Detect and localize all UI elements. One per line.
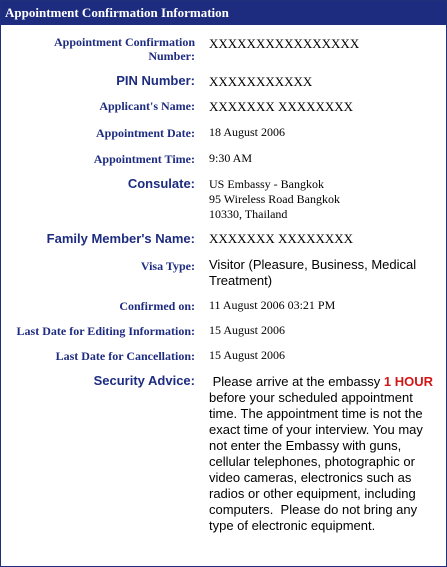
- confirmation-number-value: XXXXXXXXXXXXXXXX: [209, 36, 360, 51]
- consulate-line-2: 95 Wireless Road Bangkok: [209, 192, 340, 206]
- security-advice-text-before: Please arrive at the embassy: [209, 374, 384, 389]
- appointment-date-label: Appointment Date:: [96, 126, 195, 140]
- visa-type-label: Visa Type:: [140, 259, 195, 273]
- consulate-address: [209, 177, 340, 222]
- security-advice-text-after: before your scheduled appointment time. The appointment time is not the exact time of your interview. You may not enter the Embassy with guns, cellular telephones, photographic or video cameras, electronics such as radios or other equipment, including computers. Please do not bring any type of electronic equipment.: [209, 374, 437, 533]
- last-date-cancellation-label: Last Date for Cancellation:: [55, 349, 195, 363]
- security-advice-text: [209, 374, 443, 534]
- last-date-editing-value: 15 August 2006: [209, 323, 286, 337]
- appointment-time-label: Appointment Time:: [93, 152, 195, 166]
- last-date-editing-label: Last Date for Editing Information:: [16, 324, 195, 338]
- confirmed-on-value: 11 August 2006 03:21 PM: [209, 298, 336, 312]
- pin-number-label: PIN Number:: [116, 73, 195, 88]
- consulate-label: Consulate:: [127, 176, 195, 191]
- confirmation-number-label: Appointment Confirmation Number:: [53, 35, 195, 63]
- family-member-name-label: Family Member's Name:: [46, 231, 195, 246]
- appointment-time-value: 9:30 AM: [209, 151, 253, 165]
- security-advice-highlight: 1 HOUR: [383, 374, 433, 389]
- applicant-name-value: XXXXXXX XXXXXXXX: [209, 99, 354, 114]
- consulate-line-3: 10330, Thailand: [209, 207, 288, 221]
- visa-type-value: Visitor (Pleasure, Business, Medical Treatment): [209, 257, 417, 288]
- consulate-line-1: US Embassy - Bangkok: [209, 177, 324, 191]
- appointment-date-value: 18 August 2006: [209, 125, 286, 139]
- panel-header: Appointment Confirmation Information: [1, 1, 446, 25]
- family-member-name-value: XXXXXXX XXXXXXXX: [209, 231, 354, 246]
- security-advice-label: Security Advice:: [93, 373, 195, 388]
- last-date-cancellation-value: 15 August 2006: [209, 348, 286, 362]
- applicant-name-label: Applicant's Name:: [99, 99, 195, 113]
- pin-number-value: XXXXXXXXXXX: [209, 74, 313, 89]
- confirmed-on-label: Confirmed on:: [119, 299, 195, 313]
